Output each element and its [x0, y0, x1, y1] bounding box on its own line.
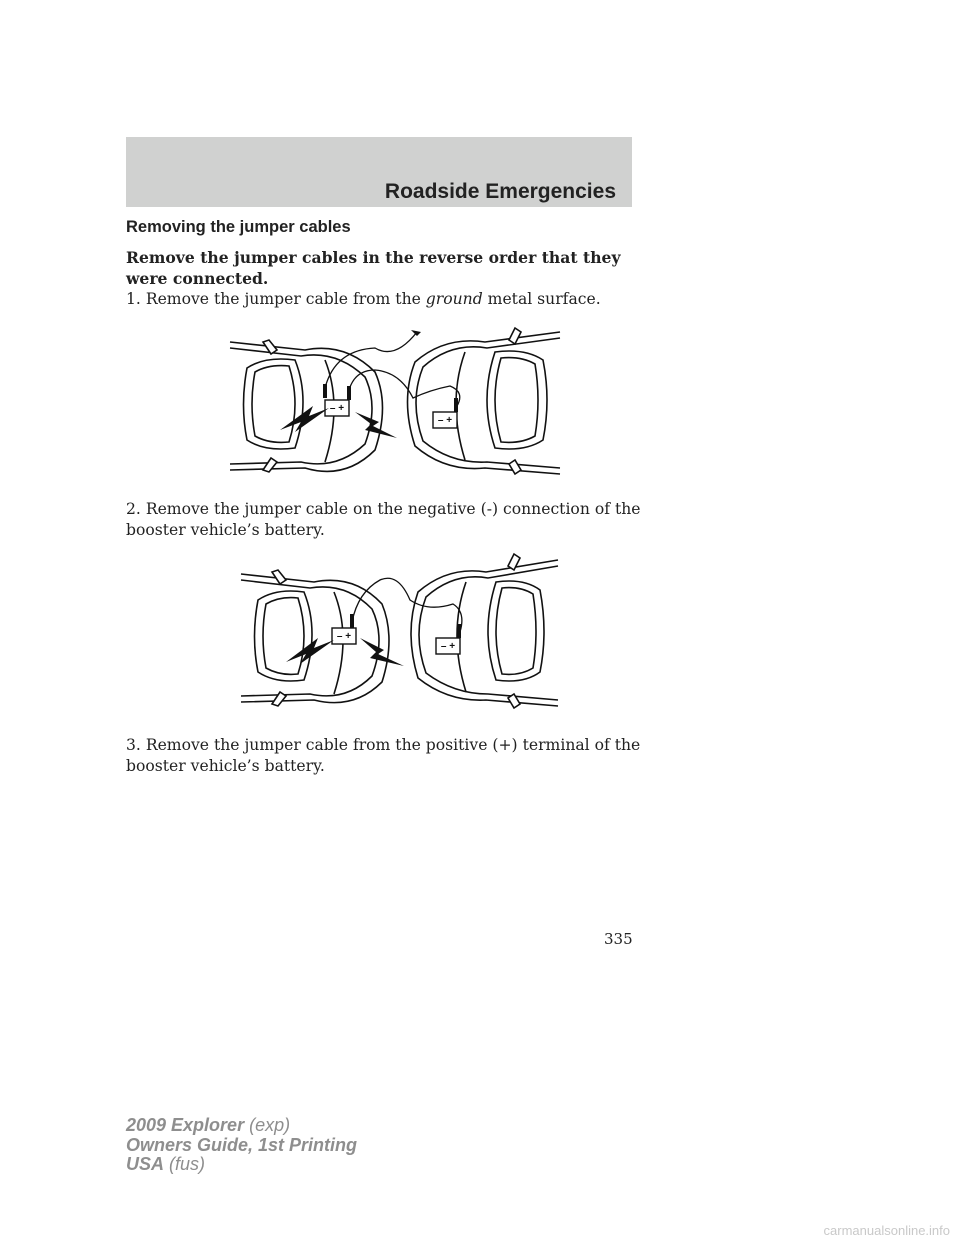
section-title: Roadside Emergencies — [384, 180, 616, 203]
step-1-after: metal surface. — [482, 290, 601, 308]
step-1-text — [126, 289, 641, 310]
document-footer — [126, 1116, 357, 1175]
sub-heading: Removing the jumper cables — [126, 218, 351, 236]
lightning-bolt-icon — [355, 412, 397, 438]
battery-terminal-label-2b: – + — [440, 641, 456, 652]
lightning-bolt-icon — [360, 638, 404, 666]
lightning-bolt-icon — [280, 406, 329, 432]
jumper-cable-diagram-1 — [225, 320, 565, 486]
clamp-icon — [457, 624, 461, 638]
footer-model: 2009 Explorer — [126, 1115, 245, 1135]
clamp-icon — [347, 386, 351, 400]
clamp-icon — [323, 384, 327, 398]
right-car-illustration — [408, 328, 561, 474]
jumper-cable-diagram-2 — [238, 552, 563, 716]
clamp-icon — [454, 398, 458, 412]
step-1-before: 1. Remove the jumper cable from the — [126, 290, 426, 308]
footer-market: USA — [126, 1154, 165, 1174]
intro-paragraph: Remove the jumper cables in the reverse order that they were connected. — [126, 248, 621, 288]
page-number: 335 — [604, 930, 633, 948]
step-1-emphasis: ground — [425, 290, 483, 308]
section-header-band — [126, 137, 632, 207]
ground-clamp-icon — [411, 330, 421, 336]
footer-edition: Owners Guide, 1st Printing — [126, 1134, 358, 1155]
battery-terminal-label-1a: – + — [329, 403, 345, 414]
clamp-icon — [350, 614, 354, 628]
left-car-illustration — [230, 340, 383, 472]
footer-model-code: (exp) — [244, 1115, 291, 1135]
battery-terminal-label-2a: – + — [336, 631, 352, 642]
footer-market-code: (fus) — [164, 1154, 206, 1174]
watermark: carmanualsonline.info — [823, 1223, 950, 1238]
battery-terminal-label-1b: – + — [437, 415, 453, 426]
step-2-text: 2. Remove the jumper cable on the negative (-) connection of the booster vehicle’s battery. — [126, 500, 641, 539]
step-3-text: 3. Remove the jumper cable from the positive (+) terminal of the booster vehicle’s battery. — [126, 736, 641, 775]
right-car-illustration — [411, 554, 558, 708]
